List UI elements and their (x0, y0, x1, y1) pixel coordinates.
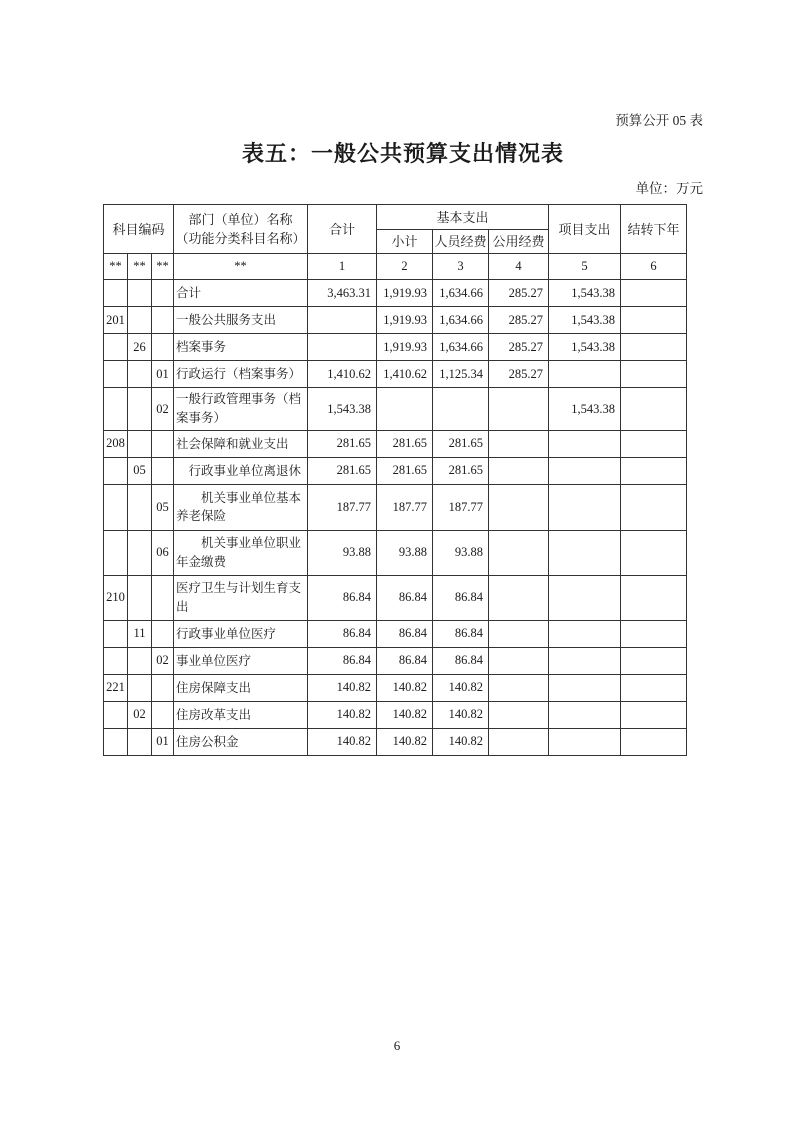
carryover-cell (621, 307, 687, 334)
project-expense-cell (549, 484, 621, 530)
budget-table (103, 204, 687, 756)
total-cell: 86.84 (308, 620, 377, 647)
column-code-cell: 1 (308, 254, 377, 280)
name-cell: 行政运行（档案事务） (174, 361, 308, 388)
table-row (104, 575, 687, 620)
total-cell: 3,463.31 (308, 280, 377, 307)
public-expense-cell (489, 484, 549, 530)
column-code-row (104, 254, 687, 280)
total-cell: 281.65 (308, 457, 377, 484)
column-code-cell: ** (174, 254, 308, 280)
public-expense-cell: 285.27 (489, 280, 549, 307)
code-level1-cell (104, 484, 128, 530)
table-row (104, 280, 687, 307)
form-number: 预算公开 05 表 (615, 113, 703, 128)
public-expense-cell (489, 530, 549, 575)
header-project-expenditure: 项目支出 (549, 205, 621, 254)
carryover-cell (621, 430, 687, 457)
project-expense-cell (549, 674, 621, 701)
code-level2-cell (128, 307, 152, 334)
table-row (104, 647, 687, 674)
code-level3-cell (152, 575, 174, 620)
table-row (104, 701, 687, 728)
personnel-expense-cell: 140.82 (433, 728, 489, 755)
basic-subtotal-cell: 140.82 (377, 728, 433, 755)
table-row (104, 334, 687, 361)
carryover-cell (621, 280, 687, 307)
column-code-cell: 2 (377, 254, 433, 280)
name-cell: 档案事务 (174, 334, 308, 361)
personnel-expense-cell: 140.82 (433, 701, 489, 728)
carryover-cell (621, 674, 687, 701)
personnel-expense-cell: 281.65 (433, 457, 489, 484)
code-level1-cell: 221 (104, 674, 128, 701)
basic-subtotal-cell: 1,919.93 (377, 280, 433, 307)
header-total: 合计 (308, 205, 377, 254)
public-expense-cell: 285.27 (489, 361, 549, 388)
basic-subtotal-cell: 86.84 (377, 620, 433, 647)
personnel-expense-cell: 86.84 (433, 620, 489, 647)
public-expense-cell (489, 457, 549, 484)
project-expense-cell: 1,543.38 (549, 280, 621, 307)
code-level1-cell: 201 (104, 307, 128, 334)
header-public: 公用经费 (489, 230, 549, 254)
project-expense-cell: 1,543.38 (549, 307, 621, 334)
header-subtotal: 小计 (377, 230, 433, 254)
project-expense-cell: 1,543.38 (549, 334, 621, 361)
table-row (104, 530, 687, 575)
total-cell: 86.84 (308, 575, 377, 620)
name-cell: 住房公积金 (174, 728, 308, 755)
total-cell: 1,410.62 (308, 361, 377, 388)
code-level1-cell (104, 361, 128, 388)
header-row-1 (104, 205, 687, 230)
total-cell: 86.84 (308, 647, 377, 674)
basic-subtotal-cell: 86.84 (377, 647, 433, 674)
table-row (104, 430, 687, 457)
table-row (104, 674, 687, 701)
code-level3-cell (152, 430, 174, 457)
code-level3-cell: 05 (152, 484, 174, 530)
code-level1-cell: 208 (104, 430, 128, 457)
project-expense-cell (549, 701, 621, 728)
table-row (104, 620, 687, 647)
total-cell: 93.88 (308, 530, 377, 575)
table-header (104, 205, 687, 280)
carryover-cell (621, 728, 687, 755)
project-expense-cell (549, 575, 621, 620)
code-level1-cell (104, 388, 128, 431)
total-cell: 140.82 (308, 674, 377, 701)
basic-subtotal-cell: 1,919.93 (377, 334, 433, 361)
header-carryover: 结转下年 (621, 205, 687, 254)
code-level2-cell (128, 575, 152, 620)
code-level3-cell (152, 457, 174, 484)
code-level3-cell: 06 (152, 530, 174, 575)
carryover-cell (621, 575, 687, 620)
name-cell: 一般公共服务支出 (174, 307, 308, 334)
name-cell: 行政事业单位医疗 (174, 620, 308, 647)
project-expense-cell (549, 620, 621, 647)
carryover-cell (621, 361, 687, 388)
code-level3-cell: 02 (152, 647, 174, 674)
carryover-cell (621, 334, 687, 361)
project-expense-cell (549, 647, 621, 674)
project-expense-cell (549, 530, 621, 575)
name-cell: 住房保障支出 (174, 674, 308, 701)
page-title: 表五：一般公共预算支出情况表 (241, 140, 564, 166)
table-row (104, 307, 687, 334)
header-dept-name-line2: （功能分类科目名称） (175, 231, 306, 247)
code-level1-cell (104, 728, 128, 755)
header-dept-name-line1: 部门（单位）名称 (188, 211, 293, 227)
total-cell: 140.82 (308, 701, 377, 728)
public-expense-cell (489, 647, 549, 674)
project-expense-cell (549, 457, 621, 484)
header-dept-name (174, 205, 308, 254)
code-level1-cell (104, 530, 128, 575)
name-cell: 事业单位医疗 (174, 647, 308, 674)
basic-subtotal-cell: 1,919.93 (377, 307, 433, 334)
public-expense-cell: 285.27 (489, 307, 549, 334)
public-expense-cell (489, 388, 549, 431)
personnel-expense-cell: 86.84 (433, 575, 489, 620)
basic-subtotal-cell: 187.77 (377, 484, 433, 530)
header-personnel: 人员经费 (433, 230, 489, 254)
code-level2-cell (128, 361, 152, 388)
table-row (104, 388, 687, 431)
column-code-cell: ** (152, 254, 174, 280)
table-row (104, 484, 687, 530)
carryover-cell (621, 620, 687, 647)
column-code-cell: 4 (489, 254, 549, 280)
total-cell (308, 334, 377, 361)
personnel-expense-cell: 1,634.66 (433, 280, 489, 307)
public-expense-cell (489, 674, 549, 701)
code-level1-cell: 210 (104, 575, 128, 620)
code-level3-cell: 01 (152, 728, 174, 755)
personnel-expense-cell: 86.84 (433, 647, 489, 674)
name-cell: 合计 (174, 280, 308, 307)
code-level3-cell (152, 701, 174, 728)
basic-subtotal-cell: 93.88 (377, 530, 433, 575)
code-level2-cell (128, 280, 152, 307)
carryover-cell (621, 647, 687, 674)
column-code-cell: ** (128, 254, 152, 280)
code-level2-cell (128, 388, 152, 431)
personnel-expense-cell: 1,634.66 (433, 334, 489, 361)
code-level2-cell: 02 (128, 701, 152, 728)
unit-note: 单位：万元 (635, 181, 703, 197)
code-level3-cell (152, 307, 174, 334)
header-subject-code: 科目编码 (104, 205, 174, 254)
code-level2-cell (128, 484, 152, 530)
basic-subtotal-cell: 86.84 (377, 575, 433, 620)
column-code-cell: 6 (621, 254, 687, 280)
code-level1-cell (104, 701, 128, 728)
name-cell: 机关事业单位基本养老保险 (174, 484, 308, 530)
public-expense-cell (489, 728, 549, 755)
project-expense-cell (549, 361, 621, 388)
total-cell: 187.77 (308, 484, 377, 530)
table-row (104, 457, 687, 484)
name-cell: 行政事业单位离退休 (174, 457, 308, 484)
personnel-expense-cell: 1,634.66 (433, 307, 489, 334)
project-expense-cell (549, 430, 621, 457)
code-level2-cell (128, 674, 152, 701)
public-expense-cell (489, 430, 549, 457)
carryover-cell (621, 388, 687, 431)
total-cell (308, 307, 377, 334)
code-level1-cell (104, 457, 128, 484)
code-level2-cell (128, 728, 152, 755)
basic-subtotal-cell: 140.82 (377, 674, 433, 701)
personnel-expense-cell: 93.88 (433, 530, 489, 575)
personnel-expense-cell: 140.82 (433, 674, 489, 701)
total-cell: 281.65 (308, 430, 377, 457)
carryover-cell (621, 701, 687, 728)
column-code-cell: ** (104, 254, 128, 280)
code-level3-cell (152, 334, 174, 361)
code-level2-cell: 05 (128, 457, 152, 484)
basic-subtotal-cell: 140.82 (377, 701, 433, 728)
code-level2-cell (128, 530, 152, 575)
code-level2-cell: 11 (128, 620, 152, 647)
code-level3-cell: 02 (152, 388, 174, 431)
basic-subtotal-cell (377, 388, 433, 431)
code-level1-cell (104, 647, 128, 674)
personnel-expense-cell: 187.77 (433, 484, 489, 530)
code-level3-cell (152, 280, 174, 307)
total-cell: 140.82 (308, 728, 377, 755)
total-cell: 1,543.38 (308, 388, 377, 431)
column-code-cell: 5 (549, 254, 621, 280)
code-level3-cell: 01 (152, 361, 174, 388)
code-level2-cell (128, 647, 152, 674)
carryover-cell (621, 484, 687, 530)
code-level1-cell (104, 280, 128, 307)
code-level2-cell (128, 430, 152, 457)
table-body (104, 280, 687, 756)
public-expense-cell (489, 575, 549, 620)
basic-subtotal-cell: 281.65 (377, 457, 433, 484)
carryover-cell (621, 457, 687, 484)
public-expense-cell: 285.27 (489, 334, 549, 361)
code-level1-cell (104, 334, 128, 361)
project-expense-cell (549, 728, 621, 755)
code-level3-cell (152, 674, 174, 701)
name-cell: 医疗卫生与计划生育支出 (174, 575, 308, 620)
name-cell: 社会保障和就业支出 (174, 430, 308, 457)
basic-subtotal-cell: 1,410.62 (377, 361, 433, 388)
public-expense-cell (489, 701, 549, 728)
code-level2-cell: 26 (128, 334, 152, 361)
public-expense-cell (489, 620, 549, 647)
project-expense-cell: 1,543.38 (549, 388, 621, 431)
column-code-cell: 3 (433, 254, 489, 280)
code-level1-cell (104, 620, 128, 647)
name-cell: 机关事业单位职业年金缴费 (174, 530, 308, 575)
personnel-expense-cell: 1,125.34 (433, 361, 489, 388)
name-cell: 一般行政管理事务（档案事务） (174, 388, 308, 431)
name-cell: 住房改革支出 (174, 701, 308, 728)
basic-subtotal-cell: 281.65 (377, 430, 433, 457)
page-number: 6 (393, 1038, 401, 1053)
personnel-expense-cell (433, 388, 489, 431)
table-row (104, 728, 687, 755)
table-row (104, 361, 687, 388)
personnel-expense-cell: 281.65 (433, 430, 489, 457)
header-basic-expenditure: 基本支出 (377, 205, 549, 230)
carryover-cell (621, 530, 687, 575)
code-level3-cell (152, 620, 174, 647)
